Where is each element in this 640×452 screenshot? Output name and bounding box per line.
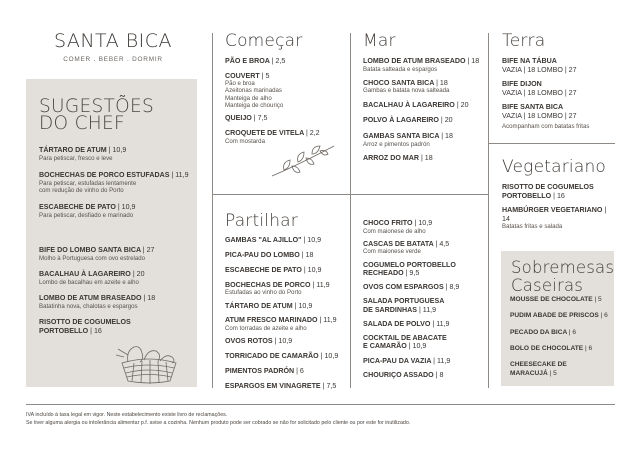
item-price: | 4,5	[435, 239, 450, 248]
item-name: BIFE DIJON	[502, 80, 542, 89]
menu-item	[363, 132, 487, 148]
item-name: HAMBÚRGER VEGETARIANO	[502, 206, 603, 215]
item-name: QUEIJO	[225, 114, 252, 123]
brand-tagline: COMER . BEBER . DORMIR	[63, 56, 163, 63]
item-price: VAZIA | 18 LOMBO | 27	[502, 88, 577, 97]
footer-notes	[26, 411, 410, 427]
item-price: | 10,9	[117, 203, 136, 211]
item-description: Com maionese de alho	[363, 227, 426, 235]
menu-item	[502, 57, 616, 74]
item-price: | 18	[436, 78, 448, 87]
item-price: | 20	[132, 270, 145, 278]
item-name: CHEESECAKE DE	[510, 361, 567, 369]
section-partilhar-right	[363, 219, 488, 379]
item-price: | 6	[600, 312, 608, 320]
item-price: | 6	[584, 344, 593, 352]
menu-item	[363, 219, 488, 235]
item-name: ESCABECHE DE PATO	[39, 203, 116, 211]
item-price: | 11,9	[433, 356, 451, 365]
item-name-line2: PORTOBELLO	[502, 191, 552, 200]
item-price: | 10,9	[274, 337, 293, 346]
footer-divider	[26, 404, 615, 405]
item-description: Molho à Portuguesa com ovo estrelado	[39, 254, 146, 262]
item-price: | 10,9	[303, 236, 322, 244]
item-price: | 16	[90, 326, 102, 335]
item-price: | 10,9	[408, 342, 427, 351]
item-name: OVOS COM ESPARGOS	[363, 282, 444, 291]
item-description: Com mostarda	[225, 137, 265, 145]
menu-item	[363, 334, 488, 351]
item-name: PICA-PAU DA VAZIA	[363, 356, 432, 365]
item-name: TÁRTARO DE ATUM	[225, 301, 293, 310]
item-name: CASCAS DE BATATA	[363, 239, 434, 248]
section-title: Terra	[502, 31, 546, 51]
item-description: Batatas fritas e salada	[502, 223, 563, 231]
menu-item	[39, 318, 194, 335]
menu-item	[363, 240, 488, 256]
item-name: BOLO DE CHOCOLATE	[510, 344, 584, 352]
menu-item	[363, 101, 487, 110]
item-price: | 8	[435, 370, 444, 379]
menu-item	[363, 79, 487, 95]
item-description: Estufadas ao vinho do Porto	[225, 289, 302, 297]
menu-item	[225, 367, 350, 376]
item-name: SALADA PORTUGUESA	[363, 297, 445, 306]
chef-suggestions-title-line2: DO CHEF	[39, 113, 125, 134]
column-divider	[488, 33, 489, 388]
item-name: MOUSSE DE CHOCOLATE	[510, 296, 593, 303]
column-divider	[212, 33, 213, 388]
item-price: | 16	[553, 191, 565, 200]
item-name: ESCABECHE DE PATO	[225, 265, 302, 274]
section-terra	[502, 31, 616, 130]
menu-item	[510, 345, 608, 354]
section-comecar	[225, 31, 347, 149]
section-note: Acompanham com batatas fritas	[502, 122, 590, 130]
item-description: com redução de vinho do Porto	[39, 186, 124, 194]
desserts-panel	[501, 251, 614, 386]
menu-item	[510, 312, 608, 321]
item-description: Manteiga de chouriço	[225, 102, 284, 110]
menu-item	[363, 297, 488, 314]
item-price: | 8,9	[445, 282, 460, 291]
item-price: | 5	[594, 296, 602, 303]
item-price: VAZIA | 18 LOMBO | 27	[502, 65, 577, 74]
item-name: TÁRTARO DE ATUM	[39, 146, 107, 154]
item-price: | 6	[296, 367, 304, 376]
column-divider	[350, 33, 351, 388]
desserts-title-line1: Sobremesas	[511, 258, 615, 277]
item-name: COUVERT	[225, 71, 260, 80]
menu-item	[225, 114, 347, 123]
item-description: Arroz e pimentos padrón	[363, 140, 430, 148]
item-name-line2: DE SARDINHAS	[363, 305, 417, 314]
footer-line: IVA incluído à taxa legal em vigor. Neste estabelecimento existe livro de reclamações.	[26, 412, 228, 418]
item-price: | 7,5	[253, 114, 268, 123]
item-price: | 10,9	[294, 301, 313, 310]
item-name: CHOURIÇO ASSADO	[363, 370, 434, 379]
menu-item	[225, 337, 350, 346]
item-name: CHOCO FRITO	[363, 219, 413, 227]
item-name: RISOTTO DE COGUMELOS	[39, 318, 131, 326]
section-mar	[363, 31, 487, 167]
item-name: ATUM FRESCO MARINADO	[225, 316, 318, 325]
item-price: | 9,5	[405, 269, 420, 278]
item-price: | 20	[456, 100, 469, 109]
section-divider	[489, 143, 615, 144]
item-name: LOMBO DE ATUM BRASEADO	[39, 294, 142, 302]
item-name: RISOTTO DE COGUMELOS	[502, 183, 594, 191]
item-description: Com maionese verde	[363, 248, 421, 256]
item-description: Batatinha nova, chalotas e espargos	[39, 302, 138, 310]
menu-item	[363, 57, 487, 73]
item-name: PICA-PAU DO LOMBO	[225, 250, 300, 259]
item-price: | 11,9	[418, 305, 437, 314]
bread-basket-illustration	[114, 341, 184, 385]
item-name-line2: MARACUJÁ	[510, 369, 548, 377]
item-price: | 11,9	[312, 280, 330, 289]
menu-item	[225, 316, 350, 332]
item-description: Pão e broa	[225, 80, 255, 88]
item-price: | 18	[301, 250, 314, 259]
item-name: BIFE NA TÁBUA	[502, 57, 557, 65]
menu-item	[510, 296, 608, 305]
item-name: BACALHAU À LAGAREIRO	[363, 100, 455, 109]
item-price: | 18	[143, 294, 156, 302]
item-name: COCKTAIL DE ABACATE	[363, 333, 447, 342]
item-name: PECADO DA BICA	[510, 328, 568, 336]
menu-item	[502, 206, 616, 230]
menu-item	[225, 266, 350, 275]
item-name-line2: RECHEADO	[363, 269, 404, 278]
menu-item	[225, 72, 347, 110]
menu-item	[39, 294, 194, 310]
chef-suggestions-panel	[26, 79, 197, 387]
menu-item	[363, 283, 488, 292]
item-price: | 5	[549, 369, 557, 377]
item-price: | 6	[568, 328, 577, 336]
item-description: Para petiscar, fresco e leve	[39, 154, 113, 162]
section-title: Mar	[363, 31, 396, 51]
item-name: ESPARGOS EM VINAGRETE	[225, 382, 321, 391]
item-price: | 11,9	[171, 171, 189, 179]
item-name-line2: E CAMARÃO	[363, 342, 407, 351]
section-title: Vegetariano	[502, 157, 607, 177]
item-price: | 18	[467, 57, 480, 65]
brand-block	[28, 30, 198, 63]
item-description: Azeitonas marinadas	[225, 87, 282, 95]
desserts-title	[511, 259, 614, 295]
item-price: | 11,9	[319, 316, 337, 325]
section-vegetariano	[502, 157, 616, 231]
section-divider	[350, 194, 488, 195]
item-description: Manteiga de alho	[225, 94, 272, 102]
menu-item	[225, 236, 350, 245]
menu-item	[502, 183, 616, 200]
chef-suggestions-title	[39, 98, 154, 132]
footer-line: Se tiver alguma alergia ou intolerância alimentar p.f. avise a cozinha. Nenhum produto pode ser cobrado se não for solicitado pelo cliente ou por este for inutilizado.	[26, 420, 411, 426]
menu-item	[39, 246, 194, 262]
menu-item	[502, 80, 616, 97]
item-name: TORRICADO DE CAMARÃO	[225, 352, 319, 361]
item-name: BIFE SANTA BICA	[502, 103, 564, 112]
item-price: | 2,5	[271, 57, 286, 65]
menu-item	[39, 171, 194, 194]
menu-item	[502, 103, 616, 120]
item-name: ARROZ DO MAR	[363, 153, 419, 162]
item-price: | 27	[142, 246, 155, 254]
item-price: | 11,9	[432, 319, 450, 328]
item-name: COGUMELO PORTOBELLO	[363, 260, 456, 269]
item-name: GAMBAS "AL AJILLO"	[225, 236, 302, 244]
section-divider	[212, 194, 350, 195]
item-price: | 5	[261, 71, 270, 80]
item-price: | 10,9	[320, 352, 339, 361]
item-description: Para petiscar, desfiado e marinado	[39, 211, 134, 219]
menu-item	[225, 281, 350, 297]
item-name: LOMBO DE ATUM BRASEADO	[363, 57, 466, 65]
item-price: | 2,2	[305, 128, 320, 137]
item-price: | 18	[441, 131, 453, 140]
menu-item	[363, 261, 488, 278]
section-partilhar-left	[225, 236, 350, 391]
menu-item	[39, 203, 194, 219]
menu-item	[363, 371, 488, 380]
item-price: | 7,5	[322, 382, 337, 391]
item-description: Com torradas de azeite e alho	[225, 325, 307, 333]
menu-item	[225, 352, 350, 361]
item-price: | 10,9	[108, 146, 127, 154]
menu-item	[39, 146, 194, 162]
item-name: BACALHAU À LAGAREIRO	[39, 270, 131, 278]
item-name: BIFE DO LOMBO SANTA BICA	[39, 246, 141, 254]
item-name: CHOCO SANTA BICA	[363, 78, 435, 87]
menu-item	[363, 116, 487, 125]
item-price: | 10,9	[414, 219, 433, 227]
menu-item	[363, 154, 487, 163]
item-name: SALADA DE POLVO	[363, 319, 431, 328]
item-price: | 18	[420, 153, 433, 162]
item-description: Gambas e batata nova salteada	[363, 87, 450, 95]
item-price: VAZIA | 18 LOMBO | 27	[502, 111, 577, 120]
chef-suggestions-title-line1: SUGESTÕES	[39, 96, 155, 117]
menu-item	[225, 382, 350, 391]
menu-item	[510, 361, 608, 378]
section-title: Começar	[225, 31, 303, 51]
menu-item	[225, 251, 350, 260]
item-name: GAMBAS SANTA BICA	[363, 131, 440, 140]
herb-sprig-illustration	[270, 142, 338, 180]
item-description: Lombo de bacalhau em azeite e alho	[39, 278, 139, 286]
item-name: BOCHECHAS DE PORCO	[225, 280, 311, 289]
item-name: POLVO À LAGAREIRO	[363, 116, 439, 125]
item-price: | 14	[502, 206, 607, 223]
section-title-partilhar: Partilhar	[225, 211, 298, 231]
menu-item	[510, 329, 608, 338]
menu-item	[39, 270, 194, 286]
item-price: | 10,9	[303, 265, 322, 274]
item-description: Batata salteada e espargos	[363, 65, 438, 73]
item-name: OVOS ROTOS	[225, 337, 273, 346]
menu-item	[225, 302, 350, 311]
item-name-line2: PORTOBELLO	[39, 326, 89, 335]
menu-item	[225, 57, 347, 66]
menu-item	[363, 357, 488, 366]
desserts-title-line2: Caseiras	[511, 276, 584, 295]
item-name: CROQUETE DE VITELA	[225, 128, 304, 137]
item-description: Para petiscar, estufadas lentamente	[39, 179, 137, 187]
item-name: BOCHECHAS DE PORCO ESTUFADAS	[39, 171, 170, 179]
menu-item	[363, 320, 488, 329]
item-name: PUDIM ABADE DE PRISCOS	[510, 312, 599, 320]
item-name: PÃO E BROA	[225, 57, 270, 65]
item-name: PIMENTOS PADRÓN	[225, 367, 295, 376]
brand-name: SANTA BICA	[53, 30, 173, 52]
item-price: | 20	[440, 116, 453, 125]
